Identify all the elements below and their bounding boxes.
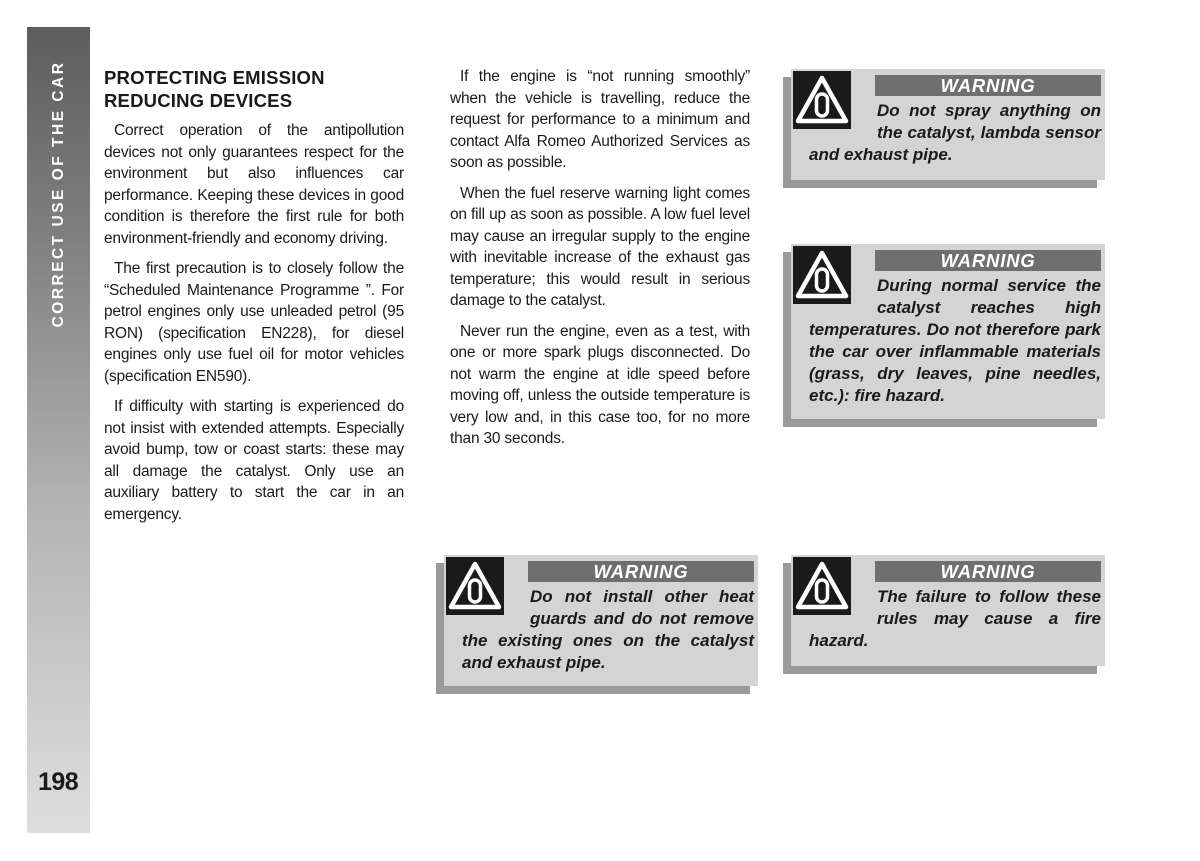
warning-box-spray — [791, 69, 1105, 180]
warning-box-high-temperature — [791, 244, 1105, 419]
warning-title: WARNING — [875, 561, 1101, 582]
chapter-title: CORRECT USE OF THE CAR — [50, 60, 67, 328]
warning-title: WARNING — [875, 75, 1101, 96]
warning-title: WARNING — [875, 250, 1101, 271]
text-column-left — [104, 66, 404, 534]
paragraph: Never run the engine, even as a test, with one or more spark plugs disconnected. Do not warm the engine at idle speed before moving off, unless the outside temperature is very low and, in this case too, for no more than 30 seconds. — [450, 322, 750, 447]
warning-text: Do not install other heat guards and do not remove the existing ones on the catalyst and exhaust pipe. — [462, 587, 754, 672]
page-number: 198 — [38, 768, 79, 796]
section-heading-line-2: REDUCING DEVICES — [104, 90, 293, 111]
paragraph: Correct operation of the antipollution devices not only guarantees respect for the environment but also influences car performance. Keeping these devices in good condition is therefore the first rule for both environment-friendly and economy driving. — [104, 122, 404, 247]
warning-title: WARNING — [528, 561, 754, 582]
section-heading-line-1: PROTECTING EMISSION — [104, 67, 325, 88]
warning-text: Do not spray anything on the catalyst, lambda sensor and exhaust pipe. — [809, 101, 1101, 164]
warning-text: During normal service the catalyst reaches high temperatures. Do not therefore park the car over inflammable materials (grass, dry leaves, pine needles, etc.): fire hazard. — [809, 276, 1101, 405]
paragraph: If the engine is “not running smoothly” when the vehicle is travelling, reduce the request for performance to a minimum and contact Alfa Romeo Authorized Services as soon as possible. — [450, 68, 750, 171]
text-column-middle — [450, 66, 750, 459]
warning-box-fire-hazard — [791, 555, 1105, 666]
paragraph: If difficulty with starting is experienced do not insist with extended attempts. Especially avoid bump, tow or coast starts: these may all damage the catalyst. Only use an auxiliary battery to start the car in an emergency. — [104, 398, 404, 523]
warning-text: The failure to follow these rules may cause a fire hazard. — [809, 587, 1101, 650]
section-heading — [104, 66, 404, 112]
paragraph: The first precaution is to closely follow the “Scheduled Maintenance Programme ”. For petrol engines only use unleaded petrol (95 RON) (specification EN228), for diesel engines only use fuel oil for motor vehicles (specification EN590). — [104, 260, 404, 385]
warning-box-heat-guards — [444, 555, 758, 686]
paragraph: When the fuel reserve warning light comes on fill up as soon as possible. A low fuel level may cause an irregular supply to the engine with inevitable increase of the exhaust gas temperature; this would result in serious damage to the catalyst. — [450, 184, 750, 309]
